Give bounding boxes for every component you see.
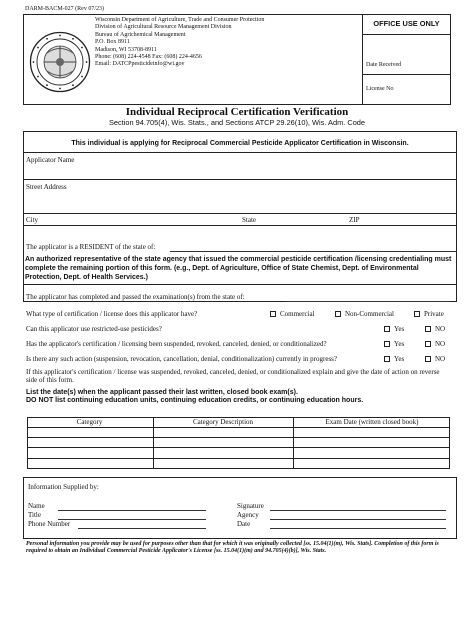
no-label: NO <box>435 325 446 333</box>
private-checkbox[interactable] <box>414 311 420 317</box>
explain-note: If this applicator's certification / license was suspended, revoked, canceled, denied, or conditionalized explain and give the date of action on reverse side of this form. <box>26 368 440 384</box>
passed-exams-label: The applicator has completed and passed the examination(s) from the state of: <box>26 293 245 301</box>
pending-label: Is there any such action (suspension, revocation, cancellation, denial, conditionalization) currently in progress? <box>26 355 338 363</box>
exam-instruction-line: DO NOT list continuing education units, continuing education credits, or continuing education hours. <box>26 397 364 404</box>
signature-field[interactable] <box>270 510 446 511</box>
date-label: Date <box>237 520 251 528</box>
table-row[interactable] <box>27 437 450 438</box>
pending-yes-checkbox[interactable] <box>384 356 390 362</box>
suspended-no-checkbox[interactable] <box>425 341 431 347</box>
license-no-label: License No <box>366 86 394 92</box>
page-title: Individual Reciprocal Certification Verification <box>125 106 349 118</box>
office-use-title: OFFICE USE ONLY <box>373 19 440 28</box>
suspended-label: Has the applicator's certification / licensing been suspended, revoked, canceled, denied, or conditionalized? <box>26 340 327 348</box>
commercial-option-label: Commercial <box>280 310 315 318</box>
name-field[interactable] <box>58 510 206 511</box>
street-address-label: Street Address <box>26 183 67 191</box>
non-commercial-checkbox[interactable] <box>335 311 341 317</box>
state-seal-icon <box>29 31 91 93</box>
phone-label: Phone Number <box>28 520 71 528</box>
signature-label: Signature <box>237 502 264 510</box>
agency-block <box>95 17 355 69</box>
agency-line: P.O. Box 8911 <box>95 39 130 46</box>
restricted-no-checkbox[interactable] <box>425 326 431 332</box>
city-label: City <box>26 216 39 224</box>
restricted-yes-checkbox[interactable] <box>384 326 390 332</box>
restricted-use-label: Can this applicator use restricted-use pesticides? <box>26 325 162 333</box>
table-row[interactable] <box>27 447 450 448</box>
resident-state-field[interactable] <box>170 251 457 252</box>
agency-line: Madison, WI 53708-8911 <box>95 46 157 53</box>
zip-label: ZIP <box>349 216 360 224</box>
non-commercial-option-label: Non-Commercial <box>345 310 394 318</box>
info-supplied-heading: Information Supplied by: <box>28 483 99 491</box>
exam-state-field[interactable] <box>285 301 450 302</box>
authorized-rep-notice: An authorized representative of the state agency that issued the commercial pesticide certification /licensing credentialing must complete the remaining portion of this form. (e.g., Dept. of Agriculture, Office of State Chemist, Dept. of Environmental Protection, Dept. of Health Services.) <box>25 256 452 281</box>
applicator-name-label: Applicator Name <box>26 156 75 164</box>
no-label: NO <box>435 355 446 363</box>
exam-instructions <box>26 389 456 405</box>
agency-label: Agency <box>237 511 259 519</box>
agency-line: Division of Agricultural Resource Management Division <box>95 24 232 31</box>
page-subtitle: Section 94.705(4), Wis. Stats., and Sections ATCP 29.26(10), Wis. Adm. Code <box>108 118 366 127</box>
exam-instruction-line: List the date(s) when the applicant passed their last written, closed book exam(s). <box>26 389 298 396</box>
date-received-label: Date Received <box>366 62 402 68</box>
table-header-exam-date: Exam Date (written closed book) <box>325 418 419 426</box>
no-label: NO <box>435 340 446 348</box>
table-header-category: Category <box>76 418 103 426</box>
agency-line: Phone: (608) 224-4548 Fax: (608) 224-4656 <box>95 54 202 61</box>
title-field[interactable] <box>58 519 206 520</box>
resident-label: The applicator is a RESIDENT of the state of: <box>26 243 156 251</box>
cert-type-label: What type of certification / license does this applicator have? <box>26 310 198 318</box>
agency-line: Wisconsin Department of Agriculture, Trade and Consumer Protection <box>95 17 265 23</box>
pending-no-checkbox[interactable] <box>425 356 431 362</box>
state-label: State <box>242 216 256 224</box>
agency-field[interactable] <box>270 519 446 520</box>
commercial-checkbox[interactable] <box>270 311 276 317</box>
yes-label: Yes <box>394 355 405 363</box>
yes-label: Yes <box>394 325 405 333</box>
phone-field[interactable] <box>78 528 206 529</box>
title-label: Title <box>28 511 41 519</box>
agency-line: Bureau of Agrichemical Management <box>95 31 186 38</box>
table-row[interactable] <box>27 458 450 459</box>
privacy-notice: Personal information you provide may be used for purposes other than that for which it was originally collected [ss. 15.04(1)(m), Wis. Stats]. Completion of this form is required to obtain an Individual Commercial Pesticide Applicator's License [ss. 15.04(1)(m) and 94.705(4)(b)], Wis. Stats. <box>26 541 439 555</box>
table-header-description: Category Description <box>192 418 254 426</box>
applying-banner: This individual is applying for Reciprocal Commercial Pesticide Applicator Certification in Wisconsin. <box>71 140 409 147</box>
suspended-yes-checkbox[interactable] <box>384 341 390 347</box>
date-field[interactable] <box>270 528 446 529</box>
name-label: Name <box>28 502 45 510</box>
yes-label: Yes <box>394 340 405 348</box>
form-id: DARM-BACM-027 (Rev 07/23) <box>25 6 104 12</box>
private-option-label: Private <box>424 310 444 318</box>
agency-line: Email: DATCPpesticideinfo@wi.gov <box>95 61 185 68</box>
